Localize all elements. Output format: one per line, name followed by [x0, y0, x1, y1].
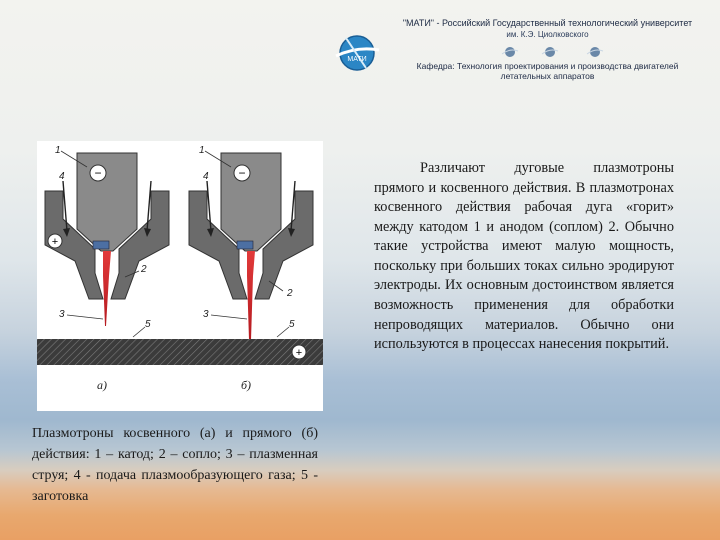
decorative-planet-icons — [500, 44, 640, 60]
workpiece-a — [37, 339, 180, 365]
minus-sign-b: − — [238, 166, 246, 180]
label-4-b: 4 — [203, 171, 209, 182]
plasma-jet-b — [247, 251, 255, 340]
plasmatron-figure — [37, 141, 323, 411]
figure-caption: Плазмотроны косвенного (а) и прямого (б) действия: 1 – катод; 2 – сопло; 3 – плазменная струя; 4 - подача плазмообразующего газа; 5 - заготовка — [32, 426, 318, 504]
cathode-a — [77, 153, 137, 251]
cathode-b — [221, 153, 281, 251]
label-5-a: 5 — [145, 319, 151, 330]
department-line1: Кафедра: Технология проектирования и производства двигателей — [416, 61, 679, 71]
plasma-jet-a — [103, 251, 111, 326]
caption-a: а) — [97, 378, 107, 392]
label-4-a: 4 — [59, 171, 65, 182]
minus-sign-a: − — [94, 166, 102, 180]
department-line2: летательных аппаратов — [500, 70, 595, 81]
department-name — [330, 62, 710, 82]
label-2-a: 2 — [141, 264, 147, 275]
body-paragraph: Различают дуговые плазмотроны прямого и косвенного действия. В плазмотронах косвенного действия рабочая дуга «горит» между катодом 1 и анодом (соплом) 2. Обычно такие устройства имеют малую мощность, поскольку при больших токах сильно эродируют электроды. Их основным достоинством является возможность применения для обработки непроводящих материалов. Обычно они используются в процессах нанесения покрытий. — [374, 160, 674, 353]
plus-sign-a: + — [51, 236, 59, 248]
label-1-b: 1 — [199, 145, 205, 156]
plasmatron-diagrams — [37, 141, 323, 411]
label-5-b: 5 — [289, 319, 295, 330]
university-name: "МАТИ" - Российский Государственный технологический университет — [402, 18, 693, 28]
university-subname: им. К.Э. Циолковского — [506, 30, 589, 39]
logo-text: МАТИ — [347, 56, 367, 63]
label-2-b: 2 — [287, 288, 293, 299]
plus-sign-b: + — [295, 347, 303, 359]
label-3-a: 3 — [59, 309, 65, 320]
caption-b: б) — [241, 378, 252, 392]
label-1-a: 1 — [55, 145, 61, 156]
header — [330, 8, 710, 80]
label-3-b: 3 — [203, 309, 209, 320]
diagram-a — [37, 145, 180, 392]
diagram-b — [180, 145, 323, 392]
